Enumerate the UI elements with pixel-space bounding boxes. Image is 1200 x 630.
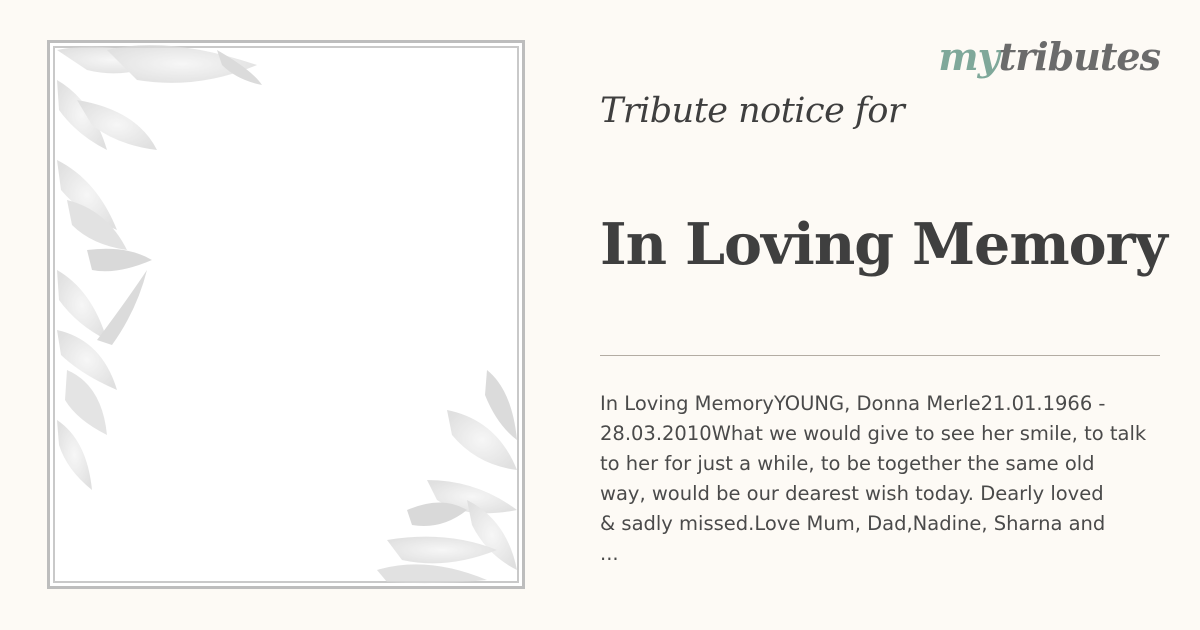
memorial-frame: [47, 40, 525, 589]
lily-border-image: [47, 40, 525, 589]
logo-suffix: tributes: [998, 34, 1160, 79]
section-divider: [600, 355, 1160, 356]
excerpt-line: 28.03.2010What we would give to see her smile, to talk: [600, 422, 1147, 445]
excerpt-line: to her for just a while, to be together the same old: [600, 452, 1095, 475]
excerpt-line: In Loving MemoryYOUNG, Donna Merle21.01.1966 -: [600, 392, 1106, 415]
excerpt-line: & sadly missed.Love Mum, Dad,Nadine, Sharna and: [600, 512, 1106, 535]
notice-excerpt: [600, 389, 1147, 569]
excerpt-ellipsis: ...: [600, 542, 619, 565]
excerpt-line: way, would be our dearest wish today. Dearly loved: [600, 482, 1104, 505]
notice-title: In Loving Memory: [600, 211, 1167, 278]
notice-kicker: Tribute notice for: [600, 91, 905, 131]
logo-prefix: my: [938, 34, 999, 79]
mytributes-logo[interactable]: [938, 34, 1160, 79]
